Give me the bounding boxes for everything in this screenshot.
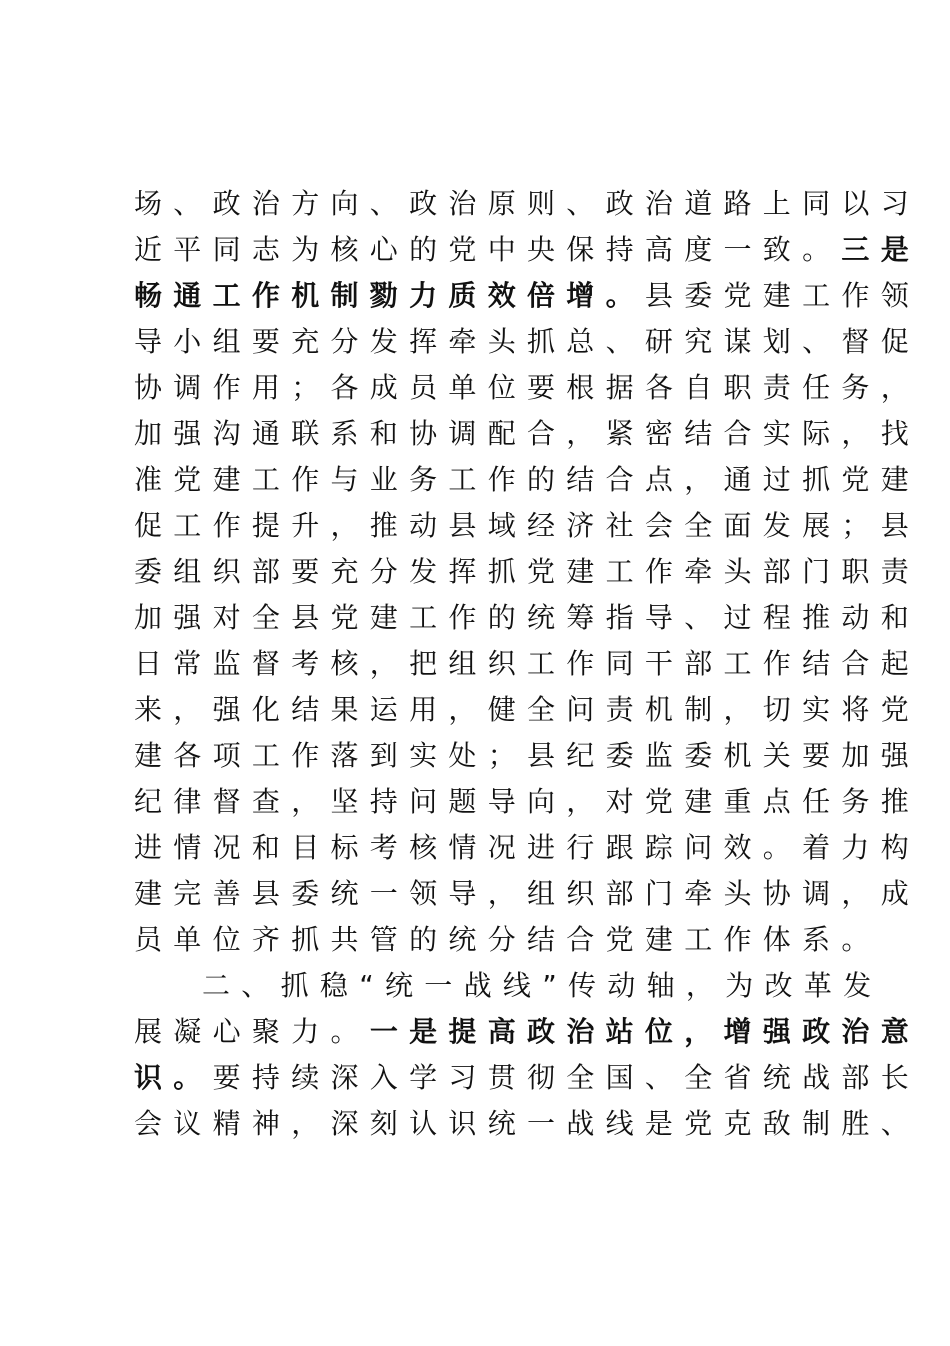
text-run: 进情况和目标考核情况进行跟踪问效。着力构 [134, 831, 921, 864]
text-run: 要持续深入学习贯彻全国、全省统战部长 [212, 1061, 921, 1094]
text-line [134, 917, 881, 963]
bold-text-run: 三是 [841, 233, 921, 266]
text-run: 展凝心聚力。 [134, 1015, 370, 1048]
bold-text-run: 畅通工作机制勠力质效倍增。 [134, 279, 645, 312]
text-run: 加强沟通联系和协调配合，紧密结合实际，找 [134, 417, 921, 450]
text-line [134, 825, 921, 871]
text-line [134, 319, 921, 365]
text-run: 建完善县委统一领导，组织部门牵头协调，成 [134, 877, 921, 910]
text-line [134, 273, 921, 319]
text-line [134, 411, 921, 457]
text-line [134, 595, 921, 641]
text-line [134, 1009, 921, 1055]
text-run: 协调作用；各成员单位要根据各自职责任务， [134, 371, 921, 404]
text-run: 准党建工作与业务工作的结合点，通过抓党建 [134, 463, 921, 496]
text-run: 加强对全县党建工作的统筹指导、过程推动和 [134, 601, 921, 634]
text-line [134, 549, 921, 595]
section-heading-line [134, 963, 883, 1009]
text-line [134, 503, 921, 549]
text-run: 近平同志为核心的党中央保持高度一致。 [134, 233, 842, 266]
text-line [134, 181, 921, 227]
text-line [134, 687, 921, 733]
text-run: 纪律督查，坚持问题导向，对党建重点任务推 [134, 785, 921, 818]
text-run: 场、政治方向、政治原则、政治道路上同以习 [134, 187, 921, 220]
body-text [134, 181, 921, 1147]
text-run: 二、抓稳“统一战线”传动轴，为改革发 [202, 969, 883, 1002]
text-line [134, 733, 921, 779]
text-run: 日常监督考核，把组织工作同干部工作结合起 [134, 647, 921, 680]
text-run: 导小组要充分发挥牵头抓总、研究谋划、督促 [134, 325, 921, 358]
text-line [134, 641, 921, 687]
text-line [134, 779, 921, 825]
text-line [134, 871, 921, 917]
text-run: 来，强化结果运用，健全问责机制，切实将党 [134, 693, 921, 726]
text-run: 建各项工作落到实处；县纪委监委机关要加强 [134, 739, 921, 772]
text-run: 促工作提升，推动县域经济社会全面发展；县 [134, 509, 921, 542]
bold-text-run: 识。 [134, 1061, 213, 1094]
bold-text-run: 一是提高政治站位，增强政治意 [369, 1015, 921, 1048]
text-line [134, 1055, 921, 1101]
text-run: 县委党建工作领 [644, 279, 921, 312]
text-line [134, 227, 921, 273]
text-run: 员单位齐抓共管的统分结合党建工作体系。 [134, 923, 881, 956]
text-run: 委组织部要充分发挥抓党建工作牵头部门职责 [134, 555, 921, 588]
text-line [134, 365, 921, 411]
text-line [134, 1101, 921, 1147]
text-run: 会议精神，深刻认识统一战线是党克敌制胜、 [134, 1107, 921, 1140]
text-line [134, 457, 921, 503]
